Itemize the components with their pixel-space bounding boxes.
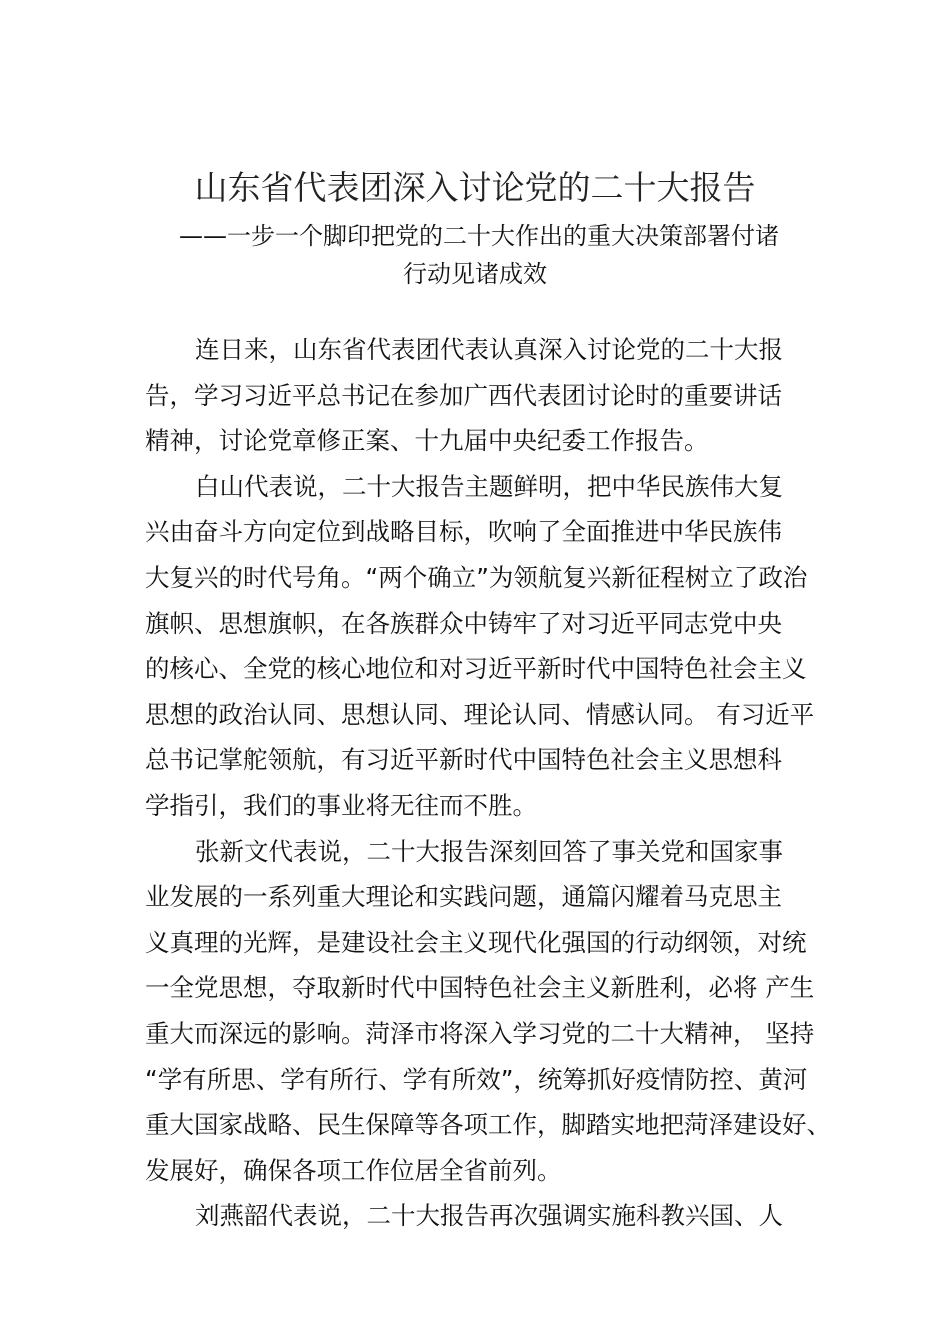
paragraph-line: 刘燕韶代表说，二十大报告再次强调实施科教兴国、人 xyxy=(195,1201,783,1231)
document-subtitle-line-1: ——一步一个脚印把党的二十大作出的重大决策部署付诸 xyxy=(179,222,779,250)
paragraph-line: 义真理的光辉，是建设社会主义现代化强国的行动纲领，对统 xyxy=(145,927,807,957)
paragraph-line: 总书记掌舵领航，有习近平新时代中国特色社会主义思想科 xyxy=(145,745,782,775)
paragraph-line: 白山代表说，二十大报告主题鲜明，把中华民族伟大复 xyxy=(195,471,783,501)
paragraph-line: 学指引，我们的事业将无往而不胜。 xyxy=(145,790,537,820)
paragraph-line: 发展好，确保各项工作位居全省前列。 xyxy=(145,1155,562,1185)
paragraph-line: 精神，讨论党章修正案、十九届中央纪委工作报告。 xyxy=(145,426,709,456)
paragraph xyxy=(145,829,845,1194)
paragraph-line: 告，学习习近平总书记在参加广西代表团讨论时的重要讲话 xyxy=(145,380,782,410)
paragraph-line: 张新文代表说，二十大报告深刻回答了事关党和国家事 xyxy=(195,836,783,866)
paragraph-line: 思想的政治认同、思想认同、理论认同、情感认同。 有习近平 xyxy=(145,699,815,729)
paragraph-line: 的核心、全党的核心地位和对习近平新时代中国特色社会主义 xyxy=(145,654,807,684)
document-body xyxy=(145,327,845,1239)
paragraph-line: 旗帜、思想旗帜，在各族群众中铸牢了对习近平同志党中央 xyxy=(145,608,782,638)
paragraph-line: 一全党思想，夺取新时代中国特色社会主义新胜利，必将 产生 xyxy=(145,973,815,1003)
paragraph xyxy=(145,1193,845,1239)
document-subtitle-line-2: 行动见诸成效 xyxy=(403,260,547,288)
document-title: 山东省代表团深入讨论党的二十大报告 xyxy=(194,168,756,207)
paragraph-line: 兴由奋斗方向定位到战略目标，吹响了全面推进中华民族伟 xyxy=(145,517,782,547)
paragraph-line: “学有所思、学有所行、学有所效”，统筹抓好疫情防控、黄河 xyxy=(145,1064,808,1094)
paragraph-line: 业发展的一系列重大理论和实践问题，通篇闪耀着马克思主 xyxy=(145,882,782,912)
paragraph-line: 重大而深远的影响。菏泽市将深入学习党的二十大精神， 坚持 xyxy=(145,1018,815,1048)
paragraph-line: 大复兴的时代号角。“两个确立”为领航复兴新征程树立了政治 xyxy=(145,562,808,592)
paragraph xyxy=(145,327,845,464)
paragraph-line: 连日来，山东省代表团代表认真深入讨论党的二十大报 xyxy=(195,335,783,364)
paragraph xyxy=(145,464,845,829)
paragraph-line: 重大国家战略、民生保障等各项工作，脚踏实地把菏泽建设好、 xyxy=(145,1110,831,1140)
